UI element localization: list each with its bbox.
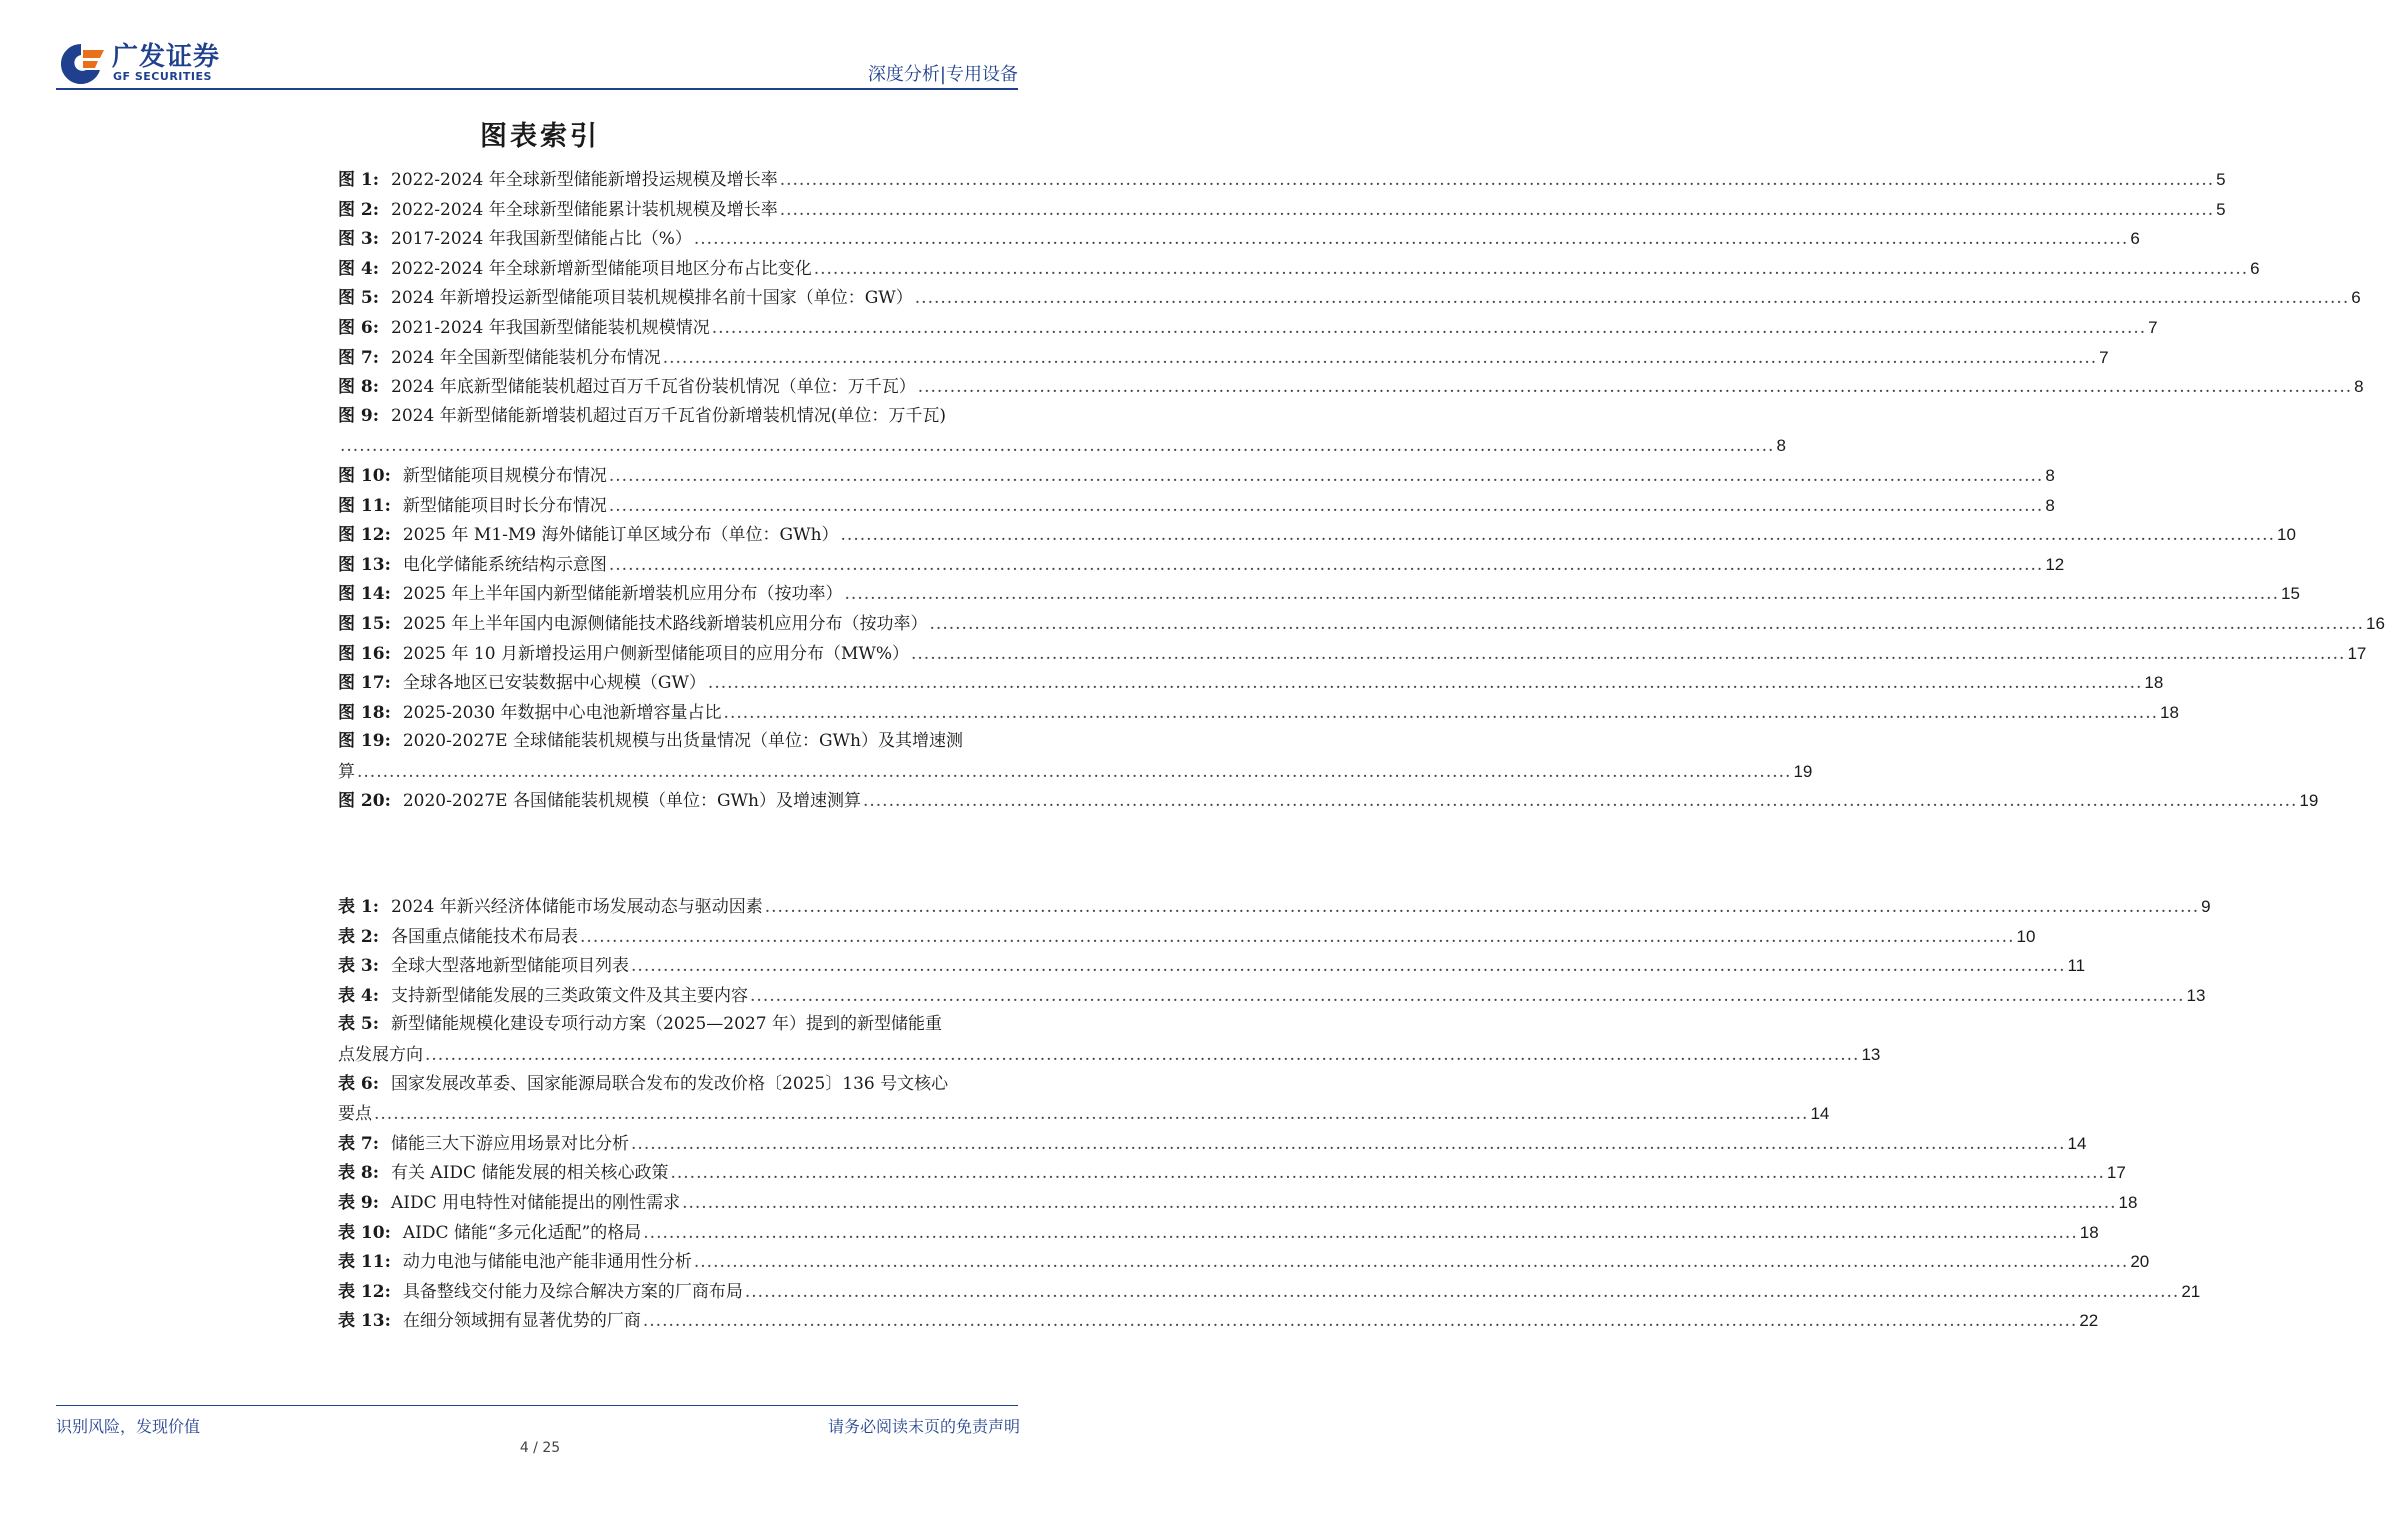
dot-leader bbox=[712, 314, 2146, 344]
dot-leader bbox=[911, 640, 2345, 670]
entry-title: 新型储能项目时长分布情况 bbox=[402, 495, 607, 516]
dot-leader bbox=[374, 1100, 1808, 1130]
entry-page-number: 7 bbox=[2099, 347, 2109, 367]
figure-index-entry[interactable] bbox=[338, 165, 2226, 195]
dot-leader bbox=[670, 1159, 2104, 1189]
figure-index-entry[interactable] bbox=[338, 461, 2055, 491]
dot-leader bbox=[643, 1307, 2077, 1337]
entry-label: 图 18: bbox=[338, 702, 391, 723]
entry-label: 图 16: bbox=[338, 643, 391, 664]
dot-leader bbox=[682, 1189, 2116, 1219]
header-divider bbox=[56, 88, 1018, 90]
page-title: 图表索引 bbox=[480, 121, 600, 152]
figure-index-entry[interactable] bbox=[338, 520, 2296, 550]
entry-page-number: 17 bbox=[2347, 643, 2367, 663]
dot-leader bbox=[930, 610, 2364, 640]
dot-leader bbox=[357, 758, 1791, 788]
dot-leader bbox=[863, 787, 2297, 817]
entry-page-number: 14 bbox=[1810, 1104, 1830, 1124]
entry-label: 图 19: bbox=[338, 731, 391, 752]
entry-label: 表 9: bbox=[338, 1192, 380, 1213]
entry-label: 图 17: bbox=[338, 673, 391, 694]
entry-label: 表 1: bbox=[338, 897, 380, 917]
dot-leader bbox=[708, 669, 2142, 699]
figure-index-entry[interactable] bbox=[338, 313, 2158, 343]
entry-title: 支持新型储能发展的三类政策文件及其主要内容 bbox=[391, 985, 749, 1006]
entry-page-number: 6 bbox=[2351, 288, 2361, 308]
entry-title: 各国重点储能技术布局表 bbox=[391, 926, 579, 947]
entry-label: 表 8: bbox=[338, 1163, 380, 1184]
table-index-entry[interactable] bbox=[338, 1010, 1881, 1069]
figure-index-entry[interactable] bbox=[338, 698, 2179, 728]
entry-title: 2025-2030 年数据中心电池新增容量占比 bbox=[402, 702, 722, 723]
entry-page-number: 11 bbox=[2067, 956, 2086, 976]
figure-index-entry[interactable] bbox=[338, 668, 2164, 698]
entry-page-number: 19 bbox=[1793, 761, 1813, 781]
entry-page-number: 7 bbox=[2148, 317, 2158, 337]
entry-page-number: 15 bbox=[2280, 584, 2300, 604]
entry-title: AIDC 储能“多元化适配”的格局 bbox=[402, 1222, 642, 1243]
dot-leader bbox=[694, 225, 2128, 255]
dot-leader bbox=[631, 1130, 2065, 1160]
entry-title: 2025 年 10 月新增投运用户侧新型储能项目的应用分布（MW%） bbox=[402, 643, 909, 664]
entry-title: 2024 年全国新型储能装机分布情况 bbox=[391, 347, 661, 368]
entry-page-number: 18 bbox=[2118, 1192, 2138, 1212]
figure-index-entry[interactable] bbox=[338, 727, 1813, 786]
entry-page-number: 18 bbox=[2144, 673, 2164, 693]
page-number: 4 / 25 bbox=[519, 1440, 561, 1456]
table-index-entry[interactable] bbox=[338, 1247, 2150, 1277]
table-index-entry[interactable] bbox=[338, 1306, 2099, 1336]
entry-page-number: 12 bbox=[2045, 554, 2065, 574]
table-index-list bbox=[338, 892, 2211, 1336]
entry-label: 图 10: bbox=[338, 465, 391, 486]
dot-leader bbox=[750, 982, 2184, 1012]
dot-leader bbox=[694, 1248, 2128, 1278]
entry-page-number: 13 bbox=[1861, 1044, 1881, 1064]
entry-page-number: 5 bbox=[2216, 170, 2226, 189]
entry-title-continued: 要点 bbox=[338, 1104, 372, 1125]
entry-page-number: 22 bbox=[2079, 1311, 2099, 1331]
footer-divider bbox=[56, 1405, 1018, 1406]
table-index-entry[interactable] bbox=[338, 1129, 2087, 1159]
dot-leader bbox=[780, 166, 2214, 196]
entry-title: 2025 年上半年国内电源侧储能技术路线新增装机应用分布（按功率） bbox=[402, 613, 928, 634]
entry-label: 图 7: bbox=[338, 347, 380, 368]
figure-index-entry[interactable] bbox=[338, 343, 2109, 373]
entry-label: 表 13: bbox=[338, 1311, 391, 1332]
entry-label: 图 8: bbox=[338, 377, 380, 398]
entry-label: 图 3: bbox=[338, 229, 380, 250]
entry-label: 图 5: bbox=[338, 288, 380, 309]
dot-leader bbox=[609, 462, 2043, 492]
entry-page-number: 8 bbox=[2045, 465, 2055, 485]
entry-label: 表 10: bbox=[338, 1222, 391, 1243]
entry-label: 图 13: bbox=[338, 554, 391, 575]
entry-title: 2025 年 M1-M9 海外储能订单区域分布（单位：GWh） bbox=[402, 525, 839, 546]
entry-page-number: 17 bbox=[2106, 1163, 2126, 1183]
entry-title: 2022-2024 年全球新型储能累计装机规模及增长率 bbox=[391, 199, 778, 220]
entry-label: 图 11: bbox=[338, 495, 391, 516]
entry-label: 图 4: bbox=[338, 258, 380, 279]
figure-index-entry[interactable] bbox=[338, 372, 2364, 402]
logo-cn-text: 广发证券 bbox=[112, 42, 221, 72]
figure-index-entry[interactable] bbox=[338, 254, 2260, 284]
entry-page-number: 18 bbox=[2079, 1222, 2099, 1242]
entry-title: 2017-2024 年我国新型储能占比（%） bbox=[391, 229, 692, 250]
figure-index-list bbox=[338, 165, 2385, 816]
figure-index-entry[interactable] bbox=[338, 491, 2055, 521]
footer-slogan: 识别风险，发现价值 bbox=[56, 1417, 201, 1436]
entry-page-number: 14 bbox=[2067, 1133, 2087, 1153]
dot-leader bbox=[663, 344, 2097, 374]
entry-page-number: 6 bbox=[2130, 229, 2140, 249]
entry-title: 国家发展改革委、国家能源局联合发布的发改价格〔2025〕136 号文核心 bbox=[391, 1073, 949, 1094]
figure-index-entry[interactable] bbox=[338, 402, 1786, 461]
entry-title-continued: 点发展方向 bbox=[338, 1044, 423, 1065]
entry-title: 储能三大下游应用场景对比分析 bbox=[391, 1133, 630, 1154]
entry-label: 表 11: bbox=[338, 1252, 391, 1273]
entry-title: 2021-2024 年我国新型储能装机规模情况 bbox=[391, 317, 710, 338]
entry-label: 图 2: bbox=[338, 199, 380, 220]
entry-page-number: 18 bbox=[2160, 702, 2179, 722]
dot-leader bbox=[814, 255, 2248, 285]
dot-leader bbox=[580, 923, 2014, 953]
dot-leader bbox=[609, 492, 2043, 522]
dot-leader bbox=[643, 1219, 2077, 1249]
entry-page-number: 16 bbox=[2365, 613, 2385, 633]
entry-title: 新型储能项目规模分布情况 bbox=[402, 465, 607, 486]
table-index-entry[interactable] bbox=[338, 892, 2211, 922]
entry-title: 2024 年新型储能新增装机超过百万千瓦省份新增装机情况(单位：万千瓦) bbox=[391, 405, 946, 426]
entry-page-number: 20 bbox=[2130, 1252, 2150, 1272]
entry-title: 2024 年新增投运新型储能项目装机规模排名前十国家（单位：GW） bbox=[391, 288, 913, 309]
gf-logo bbox=[56, 38, 276, 88]
table-index-entry[interactable] bbox=[338, 1277, 2201, 1307]
entry-label: 图 9: bbox=[338, 405, 380, 426]
dot-leader bbox=[745, 1278, 2179, 1308]
entry-page-number: 21 bbox=[2181, 1281, 2201, 1301]
table-index-entry[interactable] bbox=[338, 1158, 2126, 1188]
table-index-entry[interactable] bbox=[338, 1070, 1830, 1129]
entry-title: 电化学储能系统结构示意图 bbox=[402, 554, 607, 575]
entry-page-number: 19 bbox=[2299, 791, 2319, 811]
footer-disclaimer: 请务必阅读末页的免责声明 bbox=[827, 1417, 1020, 1436]
entry-page-number: 5 bbox=[2216, 199, 2226, 219]
entry-label: 图 15: bbox=[338, 613, 391, 634]
table-index-entry[interactable] bbox=[338, 1218, 2099, 1248]
entry-page-number: 8 bbox=[2045, 495, 2055, 515]
entry-title: 2024 年底新型储能装机超过百万千瓦省份装机情况（单位：万千瓦） bbox=[391, 377, 916, 398]
dot-leader bbox=[918, 373, 2352, 403]
entry-page-number: 9 bbox=[2201, 897, 2211, 916]
gf-logo-icon bbox=[56, 40, 106, 86]
entry-title: 新型储能规模化建设专项行动方案（2025—2027 年）提到的新型储能重 bbox=[391, 1014, 942, 1035]
dot-leader bbox=[609, 551, 2043, 581]
entry-title: AIDC 用电特性对储能提出的刚性需求 bbox=[391, 1192, 681, 1213]
entry-title: 具备整线交付能力及综合解决方案的厂商布局 bbox=[402, 1281, 743, 1302]
dot-leader bbox=[845, 580, 2279, 610]
dot-leader bbox=[425, 1041, 1859, 1071]
table-index-entry[interactable] bbox=[338, 951, 2086, 981]
entry-page-number: 8 bbox=[2354, 377, 2364, 397]
entry-label: 表 6: bbox=[338, 1073, 380, 1094]
report-section-label: 深度分析|专用设备 bbox=[867, 64, 1018, 85]
dot-leader bbox=[724, 699, 2158, 729]
entry-page-number: 10 bbox=[2276, 525, 2296, 545]
figure-index-entry[interactable] bbox=[338, 224, 2140, 254]
dot-leader bbox=[765, 893, 2199, 923]
entry-label: 图 14: bbox=[338, 584, 391, 605]
dot-leader bbox=[340, 432, 1774, 462]
entry-title: 2022-2024 年全球新型储能新增投运规模及增长率 bbox=[391, 170, 778, 190]
entry-title: 2020-2027E 全球储能装机规模与出货量情况（单位：GWh）及其增速测 bbox=[402, 731, 963, 752]
figure-index-entry[interactable] bbox=[338, 609, 2385, 639]
figure-index-entry[interactable] bbox=[338, 786, 2319, 816]
figure-index-entry[interactable] bbox=[338, 283, 2361, 313]
entry-page-number: 10 bbox=[2016, 926, 2036, 946]
entry-label: 表 5: bbox=[338, 1014, 380, 1035]
entry-label: 图 1: bbox=[338, 170, 380, 190]
entry-title: 动力电池与储能电池产能非通用性分析 bbox=[402, 1252, 692, 1273]
entry-label: 图 6: bbox=[338, 317, 380, 338]
entry-page-number: 6 bbox=[2250, 258, 2260, 278]
entry-label: 表 4: bbox=[338, 985, 380, 1006]
figure-index-entry[interactable] bbox=[338, 639, 2367, 669]
dot-leader bbox=[841, 521, 2275, 551]
figure-index-entry[interactable] bbox=[338, 550, 2065, 580]
entry-title: 2022-2024 年全球新增新型储能项目地区分布占比变化 bbox=[391, 258, 812, 279]
entry-label: 表 3: bbox=[338, 956, 380, 977]
entry-title: 2024 年新兴经济体储能市场发展动态与驱动因素 bbox=[391, 897, 763, 917]
figure-index-entry[interactable] bbox=[338, 195, 2226, 225]
entry-title: 2020-2027E 各国储能装机规模（单位：GWh）及增速测算 bbox=[402, 791, 861, 812]
entry-title: 有关 AIDC 储能发展的相关核心政策 bbox=[391, 1163, 669, 1184]
entry-page-number: 8 bbox=[1776, 436, 1786, 456]
entry-title: 2025 年上半年国内新型储能新增装机应用分布（按功率） bbox=[402, 584, 843, 605]
entry-title-continued: 算 bbox=[338, 761, 355, 782]
table-index-entry[interactable] bbox=[338, 981, 2206, 1011]
entry-label: 图 20: bbox=[338, 791, 391, 812]
entry-label: 表 12: bbox=[338, 1281, 391, 1302]
logo-en-text: GF SECURITIES bbox=[113, 70, 212, 83]
entry-label: 表 2: bbox=[338, 926, 380, 947]
figure-index-entry[interactable] bbox=[338, 579, 2300, 609]
entry-title: 全球各地区已安装数据中心规模（GW） bbox=[402, 673, 706, 694]
entry-title: 在细分领域拥有显著优势的厂商 bbox=[402, 1311, 641, 1332]
page-header bbox=[56, 36, 1018, 90]
dot-leader bbox=[780, 196, 2214, 226]
table-index-entry[interactable] bbox=[338, 922, 2036, 952]
dot-leader bbox=[915, 284, 2349, 314]
table-index-entry[interactable] bbox=[338, 1188, 2138, 1218]
entry-label: 表 7: bbox=[338, 1133, 380, 1154]
dot-leader bbox=[631, 952, 2065, 982]
entry-page-number: 13 bbox=[2186, 985, 2206, 1005]
entry-title: 全球大型落地新型储能项目列表 bbox=[391, 956, 630, 977]
entry-label: 图 12: bbox=[338, 525, 391, 546]
